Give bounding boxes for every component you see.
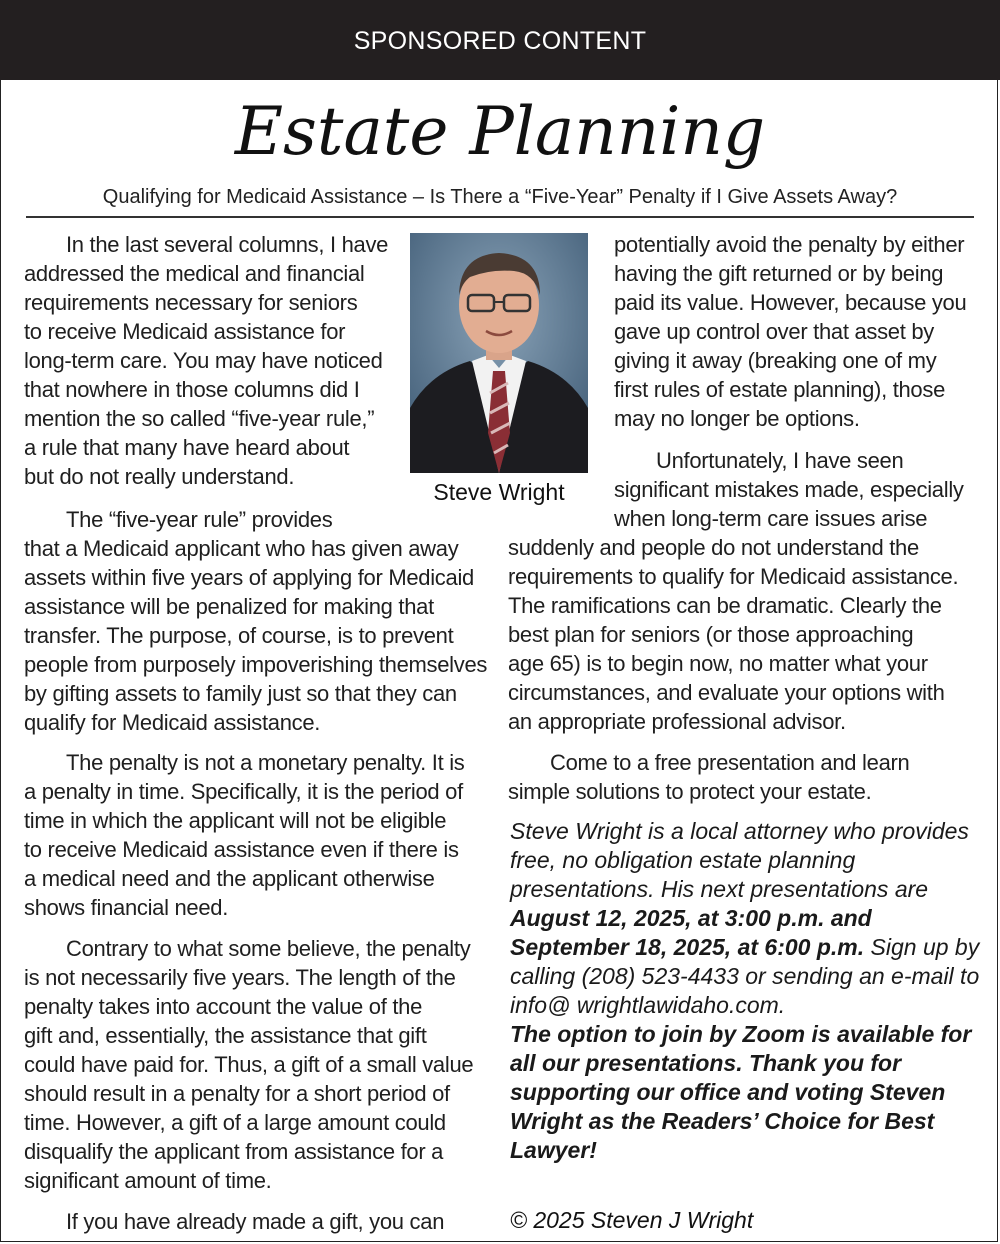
article-line: paid its value. However, because you <box>614 290 967 315</box>
article-line: gave up control over that asset by <box>614 319 934 344</box>
article-line: transfer. The purpose, of course, is to prevent <box>24 623 454 648</box>
article-line: Unfortunately, I have seen <box>656 448 904 473</box>
article-line: a penalty in time. Specifically, it is the period of <box>24 779 463 804</box>
article-line: long-term care. You may have noticed <box>24 348 383 373</box>
article-line: Come to a free presentation and learn <box>550 750 910 775</box>
article-line: a rule that many have heard about <box>24 435 350 460</box>
article-line: If you have already made a gift, you can <box>66 1209 445 1234</box>
article-line: a medical need and the applicant otherwise <box>24 866 435 891</box>
article-line: penalty takes into account the value of the <box>24 994 423 1019</box>
article-line: mention the so called “five-year rule,” <box>24 406 375 431</box>
article-line: In the last several columns, I have <box>66 232 389 257</box>
author-portrait <box>410 233 588 473</box>
article-line: The “five-year rule” provides <box>66 507 333 532</box>
article-line: but do not really understand. <box>24 464 295 489</box>
article-line: gift and, essentially, the assistance that gift <box>24 1023 427 1048</box>
bio-signup: Sign up by calling (208) 523-4433 or sending an e-mail to info@ wrightlawidaho.com. <box>510 934 980 1018</box>
article-line: disqualify the applicant from assistance for a <box>24 1139 444 1164</box>
article-line: is not necessarily five years. The length of the <box>24 965 456 990</box>
copyright-notice: © 2025 Steven J Wright <box>510 1207 754 1233</box>
article-line: having the gift returned or by being <box>614 261 944 286</box>
article-line: qualify for Medicaid assistance. <box>24 710 321 735</box>
page-title: Estate Planning <box>234 93 766 170</box>
article-line: Contrary to what some believe, the penalty <box>66 936 471 961</box>
article-line: shows financial need. <box>24 895 229 920</box>
article-line: time in which the applicant will not be eligible <box>24 808 447 833</box>
article-line: should result in a penalty for a short period of <box>24 1081 450 1106</box>
article-subtitle: Qualifying for Medicaid Assistance – Is There a “Five-Year” Penalty if I Give Assets Away? <box>102 186 898 208</box>
article-line: that a Medicaid applicant who has given away <box>24 536 459 561</box>
article-line: an appropriate professional advisor. <box>508 709 846 734</box>
article-line: simple solutions to protect your estate. <box>508 779 872 804</box>
author-bio <box>510 817 980 1165</box>
article-line: to receive Medicaid assistance for <box>24 319 346 344</box>
article-line: by gifting assets to family just so that they can <box>24 681 457 706</box>
photo-caption: Steve Wright <box>433 479 565 505</box>
article-line: best plan for seniors (or those approaching <box>508 622 914 647</box>
article-line: may no longer be options. <box>614 406 860 431</box>
bio-zoom-note: The option to join by Zoom is available for all our presentations. Thank you for supporting our office and voting Steven Wright as the Readers’ Choice for Best Lawyer! <box>510 1021 972 1163</box>
article-line: to receive Medicaid assistance even if there is <box>24 837 459 862</box>
article-line: The penalty is not a monetary penalty. It is <box>66 750 465 775</box>
article-line: addressed the medical and financial <box>24 261 365 286</box>
article-line: significant mistakes made, especially <box>614 477 964 502</box>
bio-intro: Steve Wright is a local attorney who provides free, no obligation estate planning presentations. His next presentations are <box>510 818 969 902</box>
article-line: potentially avoid the penalty by either <box>614 232 965 257</box>
sponsored-banner: SPONSORED CONTENT <box>0 0 1000 80</box>
article-line: could have paid for. Thus, a gift of a small value <box>24 1052 474 1077</box>
article-line: suddenly and people do not understand the <box>508 535 919 560</box>
article-line: requirements necessary for seniors <box>24 290 358 315</box>
article-line: giving it away (breaking one of my <box>614 348 937 373</box>
author-photo <box>410 233 588 473</box>
article-line: assistance will be penalized for making that <box>24 594 434 619</box>
article-line: assets within five years of applying for Medicaid <box>24 565 474 590</box>
article-line: significant amount of time. <box>24 1168 272 1193</box>
article-line: age 65) is to begin now, no matter what your <box>508 651 928 676</box>
article-line: first rules of estate planning), those <box>614 377 946 402</box>
bio-dates: August 12, 2025, at 3:00 p.m. and September 18, 2025, at 6:00 p.m. <box>510 905 872 960</box>
article-line: The ramifications can be dramatic. Clearly the <box>508 593 942 618</box>
article-line: circumstances, and evaluate your options with <box>508 680 945 705</box>
article-line: when long-term care issues arise <box>614 506 928 531</box>
article-line: that nowhere in those columns did I <box>24 377 360 402</box>
title-divider <box>26 216 974 218</box>
article-line: time. However, a gift of a large amount could <box>24 1110 446 1135</box>
article-line: people from purposely impoverishing themselves <box>24 652 488 677</box>
article-line: requirements to qualify for Medicaid assistance. <box>508 564 959 589</box>
